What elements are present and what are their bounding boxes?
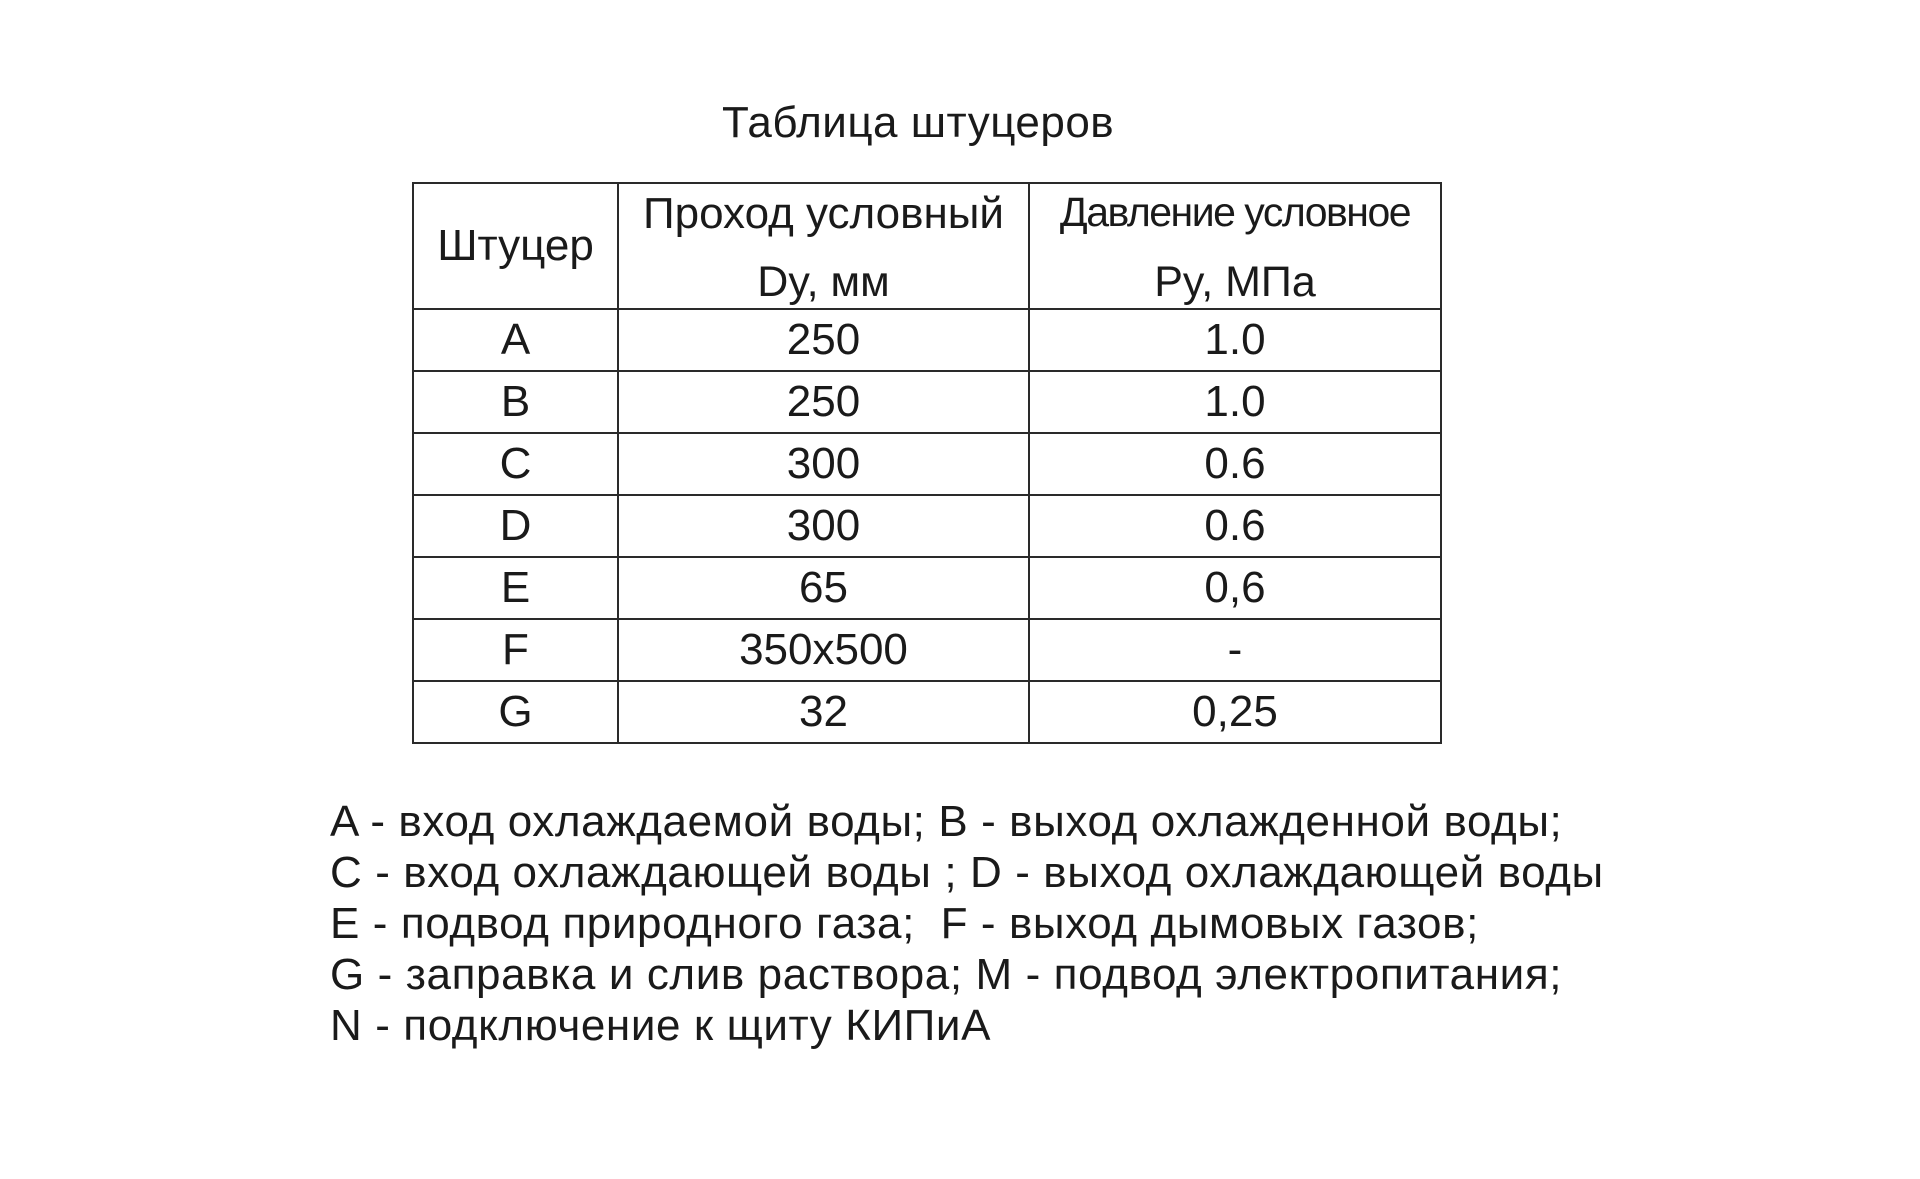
legend-line: A - вход охлаждаемой воды; B - выход охлажденной воды;: [330, 797, 1563, 846]
cell-pressure: 0.6: [1029, 433, 1441, 495]
legend-line: C - вход охлаждающей воды ; D - выход охлаждающей воды: [330, 848, 1604, 897]
cell-pressure: 1.0: [1029, 371, 1441, 433]
cell-fitting: G: [413, 681, 618, 743]
cell-pressure: 0.6: [1029, 495, 1441, 557]
cell-fitting: D: [413, 495, 618, 557]
cell-bore: 250: [618, 371, 1029, 433]
header-bore-title: Проход условный: [642, 189, 1004, 238]
cell-bore: 350x500: [618, 619, 1029, 681]
cell-bore: 32: [618, 681, 1029, 743]
table-row: [413, 495, 1441, 557]
header-pressure-unit: Py, МПа: [1154, 258, 1316, 306]
cell-fitting: F: [413, 619, 618, 681]
cell-fitting: C: [413, 433, 618, 495]
table-row: [413, 433, 1441, 495]
cell-bore: 300: [618, 433, 1029, 495]
fittings-table: [412, 182, 1442, 744]
header-fitting-label: Штуцер: [437, 221, 594, 270]
cell-pressure: 1.0: [1029, 309, 1441, 371]
header-bore: [618, 183, 1029, 309]
table-row: [413, 681, 1441, 743]
cell-fitting: A: [413, 309, 618, 371]
cell-bore: 65: [618, 557, 1029, 619]
cell-pressure: 0,25: [1029, 681, 1441, 743]
header-fitting: [413, 183, 618, 309]
legend-line: N - подключение к щиту КИПиА: [330, 1001, 992, 1050]
legend-line: E - подвод природного газа; F - выход дымовых газов;: [330, 899, 1479, 948]
cell-bore: 300: [618, 495, 1029, 557]
table-row: [413, 619, 1441, 681]
table-row: [413, 557, 1441, 619]
table-header-row: [413, 183, 1441, 309]
cell-pressure: -: [1029, 619, 1441, 681]
cell-fitting: B: [413, 371, 618, 433]
cell-pressure: 0,6: [1029, 557, 1441, 619]
header-bore-unit: Dy, мм: [757, 258, 890, 306]
table-row: [413, 309, 1441, 371]
header-pressure: [1029, 183, 1441, 309]
header-pressure-title: Давление условное: [1059, 189, 1411, 235]
page-title: Таблица штуцеров: [722, 98, 1115, 147]
cell-fitting: E: [413, 557, 618, 619]
fittings-legend: [330, 796, 1604, 1051]
cell-bore: 250: [618, 309, 1029, 371]
legend-line: G - заправка и слив раствора; M - подвод электропитания;: [330, 950, 1563, 999]
table-row: [413, 371, 1441, 433]
